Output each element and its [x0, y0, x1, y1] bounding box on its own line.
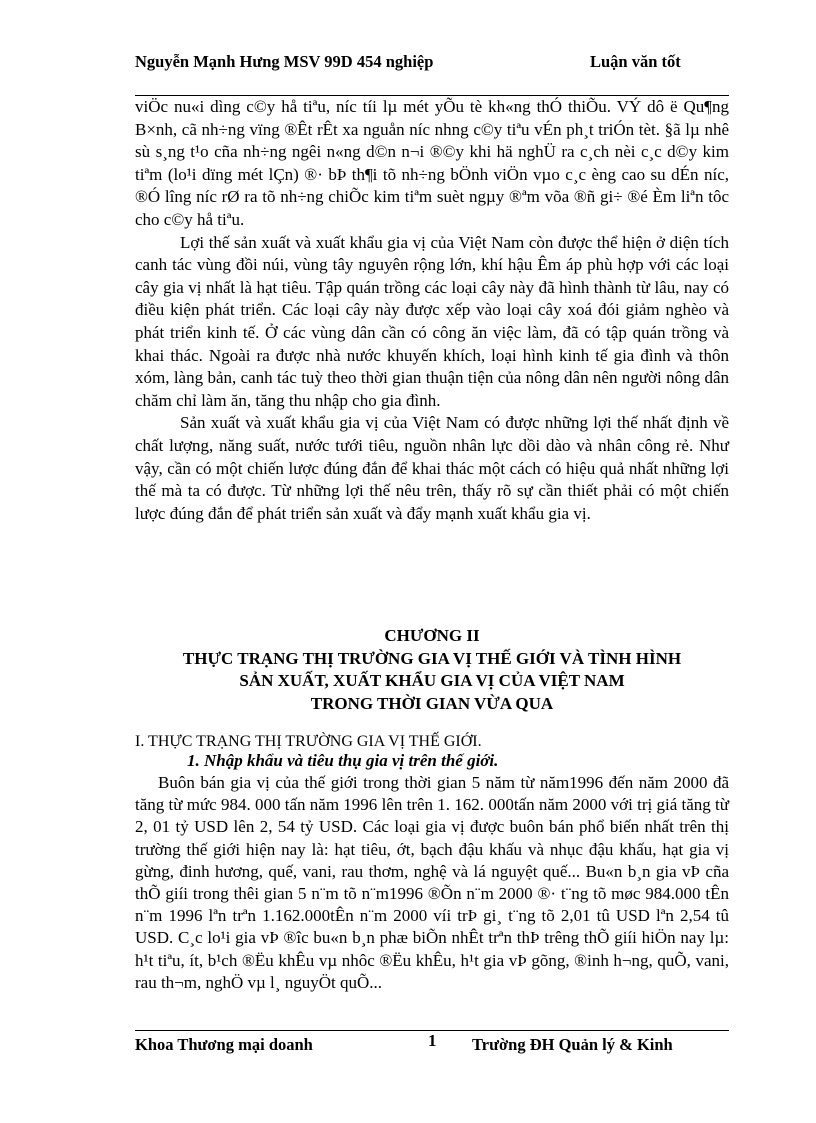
chapter-title-line-1: THỰC TRẠNG THỊ TRƯỜNG GIA VỊ THẾ GIỚI VÀ TÌNH HÌNH	[182, 648, 682, 668]
section-heading: I. THỰC TRẠNG THỊ TRƯỜNG GIA VỊ THẾ GIỚI.	[135, 733, 482, 750]
subsection-heading: 1. Nhập khẩu và tiêu thụ gia vị trên thế giới.	[187, 751, 499, 770]
chapter-title-line-2: SẢN XUẤT, XUẤT KHẨU GIA VỊ CỦA VIỆT NAM	[239, 671, 625, 690]
page-number: 1	[428, 1031, 437, 1050]
header-author: Nguyễn Mạnh Hưng MSV 99D 454 nghiệp	[135, 52, 434, 71]
header-doc-type: Luận văn tốt	[590, 52, 681, 71]
paragraph-advantages: Lợi thế sản xuất và xuất khẩu gia vị của Việt Nam còn được thể hiện ở diện tích canh tác vùng đồi núi, vùng tây nguyên rộng lớn, khí hậu Êm áp phù hợp với các loại cây gia vị nhất là hạt tiêu. Tập quán trồng các loại cây này đã hình thành từ lâu, nay có điều kiện phát triển. Các loại cây này được xếp vào loại cây xoá đói giảm nghèo và phát triển kinh tế. Ở các vùng dân cần có công ăn việc làm, đã có tập quán trồng và khai thác. Ngoài ra được nhà nước khuyến khích, loại hình kinh tế gia đình và thôn xóm, làng bản, canh tác tuỳ theo thời gian thuận tiện của nông dân nên người nông dân chăm chỉ làm ăn, tăng thu nhập cho gia đình.	[135, 232, 729, 410]
footer-university: Trường ĐH Quản lý & Kinh	[472, 1035, 673, 1054]
chapter-title-line-3: TRONG THỜI GIAN VỪA QUA	[310, 693, 554, 713]
paragraph-strategy: Sản xuất và xuất khẩu gia vị của Việt Nam có được những lợi thế nhất định về chất lượng, năng suất, nước tưới tiêu, nguồn nhân lực dồi dào và nhân công rẻ. Như vậy, cần có một chiến lược đúng đắn để khai thác một cách có hiệu quả nhất những lợi thế mà ta có được. Từ những lợi thế nêu trên, thấy rõ sự cần thiết phải có một chiến lược đúng đắn để phát triển sản xuất và đẩy mạnh xuất khẩu gia vị.	[135, 413, 729, 523]
paragraph-spice-trade: Buôn bán gia vị của thế giới trong thời gian 5 năm từ năm1996 đến năm 2000 đã tăng từ mức 984. 000 tấn năm 1996 lên trên 1. 162. 000tấn năm 2000 với trị giá tăng từ 2, 01 tỷ USD lên 2, 54 tỷ USD. Các loại gia vị được buôn bán phổ biến nhất trên thị trường thế giới hiện nay là: hạt tiêu, ớt, bạch đậu khấu và nhục đậu khấu, hạt gia vị gừng, đinh hương, quế, vani, rau thơm, nghệ và lá nguyệt quế... Bu«n b¸n gia vÞ cña thÕ giíi trong thêi gian 5 n¨m tõ n¨m1996 ®Õn n¨m 2000 ®· t¨ng tõ møc 984.000 tÊn n¨m 1996 lªn trªn 1.162.000tÊn n¨m 2000 víi trÞ gi¸ t¨ng tõ 2,01 tû USD lªn 2,54 tû USD. C¸c lo¹i gia vÞ ®îc bu«n b¸n phæ biÕn nhÊt trªn thÞ trêng thÕ giíi hiÖn nay lµ: h¹t tiªu, ít, b¹ch ®Ëu khÊu vµ nhôc ®Ëu khÊu, h¹t gia vÞ gõng, ®inh h¬ng, quÕ, vani, rau th¬m, nghÖ vµ l¸ nguyÖt quÕ...	[135, 773, 729, 992]
chapter-number: CHƯƠNG II	[384, 626, 480, 645]
footer-faculty: Khoa Thương mại doanh	[135, 1035, 313, 1054]
paragraph-legacy-encoded: viÖc nu«i dìng c©y hå tiªu, níc tíi lµ mét yÕu tè kh«ng thÓ thiÕu. VÝ dô ë Qu¶ng B×nh, cã nh÷ng vïng ®Êt rÊt xa nguån níc nhng c©y tiªu vÉn ph¸t triÓn tèt. §ã lµ nhê sù s¸ng t¹o cña nh÷ng ngêi n«ng d©n n¬i ®©y khi hä nghÜ ra c¸ch nèi c¸c d©y kim tiªm (lo¹i dïng mét lÇn) ®· bÞ th¶i tõ nh÷ng bÖnh viÖn vµo c¸c èng cao su dÉn níc, ®Ó lîng níc rØ ra tõ nh÷ng chiÕc kim tiªm suèt ngµy ®ªm võa ®ñ gi÷ ®é Èm liªn tôc cho c©y hå tiªu.	[135, 97, 729, 229]
chapter-heading	[135, 625, 729, 715]
section-body	[135, 772, 729, 994]
intro-body	[135, 96, 729, 525]
